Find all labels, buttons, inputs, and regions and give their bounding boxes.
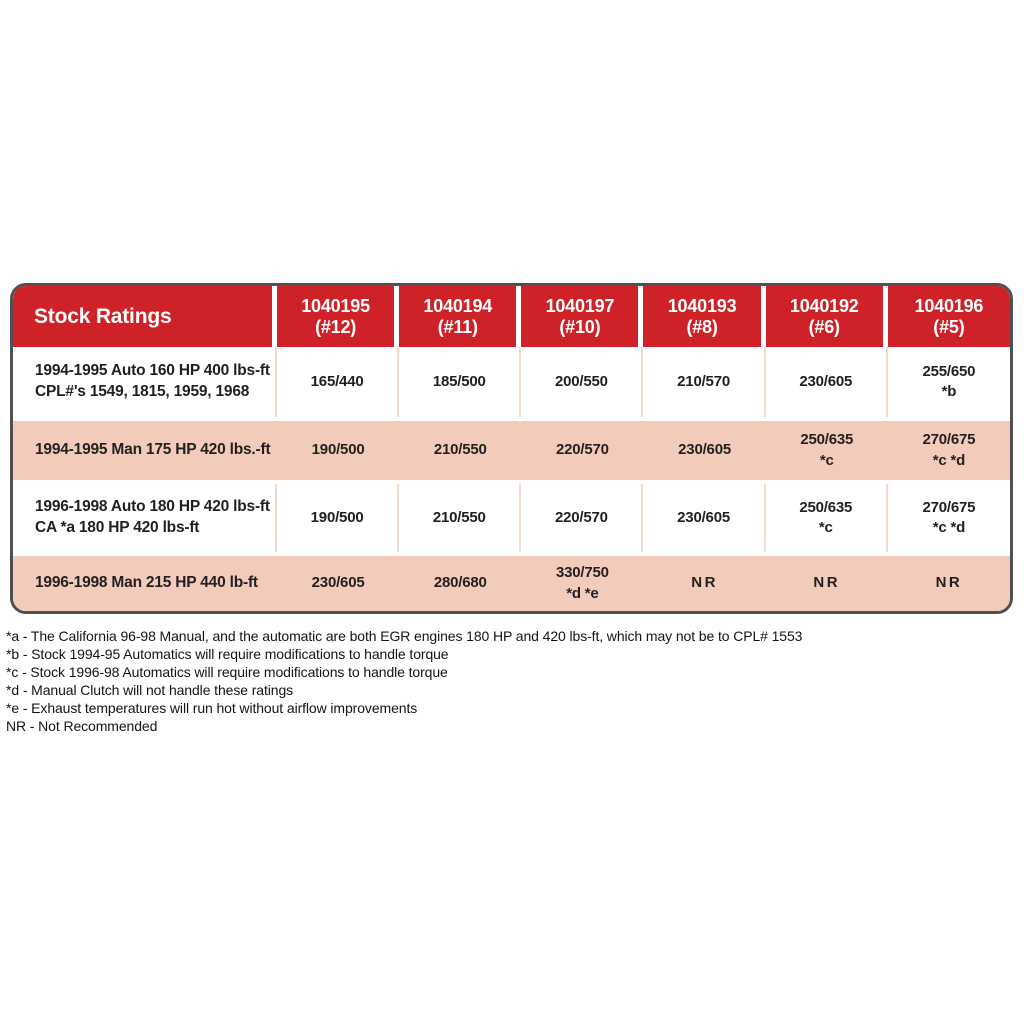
column-injector-number: (#10) bbox=[559, 316, 601, 337]
rating-value: 250/635 bbox=[800, 431, 854, 449]
rating-value: 210/550 bbox=[433, 441, 487, 459]
rating-note: *d *e bbox=[566, 584, 599, 602]
rating-note: *b bbox=[941, 383, 957, 400]
row-label bbox=[13, 484, 277, 552]
footnote-a: *a - The California 96-98 Manual, and the automatic are both EGR engines 180 HP and 420 lbs-ft, which may not be to CPL# 1553 bbox=[6, 628, 803, 644]
column-header-1040192 bbox=[766, 286, 888, 347]
rating-value: 210/550 bbox=[432, 508, 486, 526]
table-row bbox=[13, 417, 1010, 484]
rating-value: 185/500 bbox=[432, 372, 486, 390]
table-header-row bbox=[13, 286, 1010, 347]
rating-cell bbox=[399, 347, 521, 417]
rating-cell bbox=[277, 347, 399, 417]
rating-cell bbox=[277, 421, 399, 480]
rating-cell bbox=[643, 421, 765, 480]
row-label-line2: CPL#'s 1549, 1815, 1959, 1968 bbox=[35, 383, 250, 400]
row-label-line1: 1994-1995 Auto 160 HP 400 lbs-ft bbox=[35, 362, 270, 380]
column-injector-number: (#12) bbox=[315, 316, 357, 337]
rating-value: 220/570 bbox=[554, 508, 608, 526]
rating-cell bbox=[766, 421, 888, 480]
rating-value: 165/440 bbox=[310, 372, 364, 390]
rating-cell bbox=[643, 347, 765, 417]
column-part-number: 1040193 bbox=[667, 296, 737, 317]
rating-value: 230/605 bbox=[311, 574, 365, 592]
corner-header-cell bbox=[13, 286, 277, 347]
footnote-c: *c - Stock 1996-98 Automatics will require modifications to handle torque bbox=[6, 664, 448, 680]
rating-cell bbox=[521, 556, 643, 611]
rating-cell bbox=[888, 421, 1010, 480]
footnote-e: *e - Exhaust temperatures will run hot without airflow improvements bbox=[6, 700, 418, 716]
rating-value: 250/635 bbox=[799, 498, 853, 516]
row-label bbox=[13, 421, 277, 480]
rating-value: 190/500 bbox=[310, 508, 364, 526]
stock-ratings-table bbox=[10, 283, 1013, 614]
column-part-number: 1040197 bbox=[545, 296, 615, 317]
row-label-line1: 1994-1995 Man 175 HP 420 lbs.-ft bbox=[35, 441, 271, 459]
column-part-number: 1040194 bbox=[423, 296, 493, 317]
row-label bbox=[13, 347, 277, 417]
row-label-line1: 1996-1998 Man 215 HP 440 lb-ft bbox=[35, 574, 258, 592]
rating-cell bbox=[766, 347, 888, 417]
rating-cell bbox=[521, 347, 643, 417]
footnotes bbox=[6, 627, 802, 735]
column-part-number: 1040195 bbox=[301, 296, 370, 317]
rating-value: 210/570 bbox=[677, 372, 730, 390]
rating-value: NR bbox=[691, 574, 718, 592]
rating-cell bbox=[888, 347, 1010, 417]
table-row bbox=[13, 347, 1010, 417]
column-injector-number: (#11) bbox=[437, 316, 478, 337]
rating-value: 220/570 bbox=[555, 441, 609, 459]
rating-cell bbox=[766, 484, 888, 552]
rating-note: *c *d bbox=[932, 519, 966, 536]
rating-value: 230/605 bbox=[677, 508, 730, 526]
rating-value: 190/500 bbox=[311, 441, 365, 459]
rating-value: 270/675 bbox=[922, 498, 976, 516]
column-header-1040195 bbox=[277, 286, 399, 347]
corner-header-label: Stock Ratings bbox=[34, 304, 172, 328]
footnote-nr: NR - Not Recommended bbox=[6, 718, 158, 734]
table-row bbox=[13, 552, 1010, 611]
rating-cell bbox=[888, 556, 1010, 611]
column-header-1040196 bbox=[888, 286, 1010, 347]
rating-value: 280/680 bbox=[433, 574, 487, 592]
rating-value: 200/550 bbox=[554, 372, 608, 390]
row-label bbox=[13, 556, 277, 611]
rating-note: *c bbox=[819, 451, 834, 469]
rating-note: *c bbox=[818, 519, 833, 536]
rating-value: 270/675 bbox=[922, 431, 976, 449]
rating-cell bbox=[766, 556, 888, 611]
rating-cell bbox=[277, 484, 399, 552]
column-header-1040194 bbox=[399, 286, 521, 347]
row-label-line2: CA *a 180 HP 420 lbs-ft bbox=[35, 519, 200, 536]
rating-value: 230/605 bbox=[799, 372, 853, 390]
footnote-d: *d - Manual Clutch will not handle these ratings bbox=[6, 682, 294, 698]
footnote-b: *b - Stock 1994-95 Automatics will require modifications to handle torque bbox=[6, 646, 449, 662]
rating-value: 330/750 bbox=[555, 564, 609, 582]
rating-value: NR bbox=[813, 574, 841, 592]
rating-value: 255/650 bbox=[922, 362, 976, 380]
rating-cell bbox=[643, 484, 765, 552]
rating-cell bbox=[399, 484, 521, 552]
row-label-line1: 1996-1998 Auto 180 HP 420 lbs-ft bbox=[35, 498, 270, 516]
rating-value: 230/605 bbox=[678, 441, 731, 459]
column-part-number: 1040196 bbox=[914, 296, 984, 317]
rating-cell bbox=[888, 484, 1010, 552]
rating-cell bbox=[277, 556, 399, 611]
rating-cell bbox=[399, 556, 521, 611]
column-injector-number: (#8) bbox=[686, 316, 718, 337]
table-row bbox=[13, 484, 1010, 552]
column-injector-number: (#6) bbox=[808, 316, 840, 337]
rating-value: NR bbox=[935, 574, 963, 592]
rating-cell bbox=[521, 484, 643, 552]
column-part-number: 1040192 bbox=[789, 296, 859, 317]
rating-cell bbox=[643, 556, 765, 611]
rating-cell bbox=[521, 421, 643, 480]
column-header-1040197 bbox=[521, 286, 643, 347]
rating-note: *c *d bbox=[932, 451, 966, 469]
column-injector-number: (#5) bbox=[933, 316, 965, 337]
column-header-1040193 bbox=[643, 286, 765, 347]
rating-cell bbox=[399, 421, 521, 480]
